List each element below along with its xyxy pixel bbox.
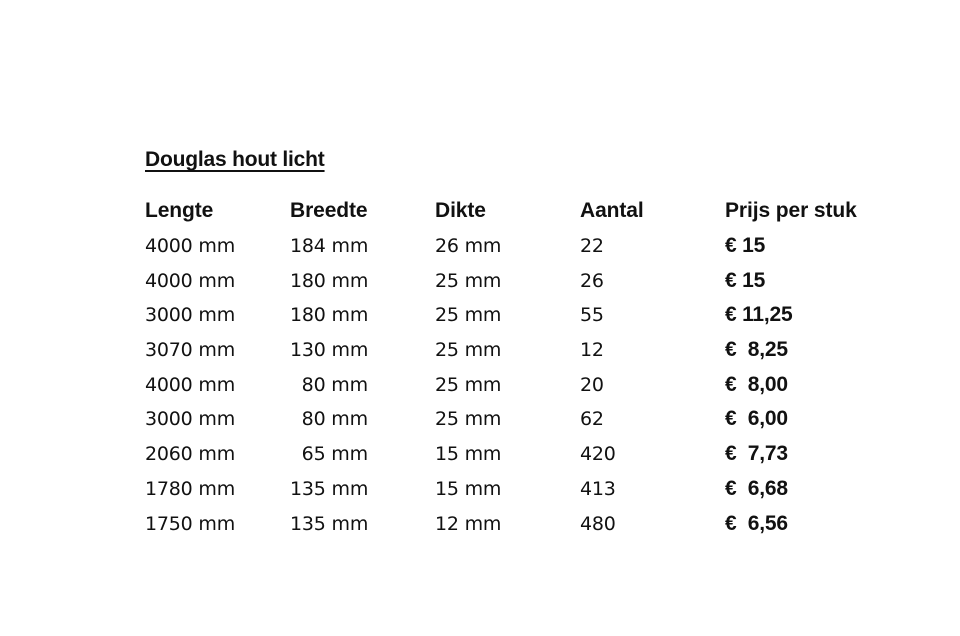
cell-prijs: € 7,73 [725, 442, 788, 466]
cell-prijs: € 6,56 [725, 511, 788, 535]
cell-dikte: 15 mm [435, 443, 502, 466]
cell-lengte: 1750 mm [145, 512, 236, 535]
cell-prijs: € 15 [725, 234, 766, 258]
cell-dikte: 25 mm [435, 373, 502, 396]
table-row [145, 367, 885, 402]
table-row [145, 472, 885, 507]
cell-breedte: 180 mm [290, 269, 369, 292]
table-row [145, 298, 885, 333]
cell-breedte: 65 mm [290, 443, 368, 466]
document-content [145, 146, 885, 541]
cell-prijs: € 6,00 [725, 407, 788, 431]
cell-aantal: 12 [580, 339, 604, 362]
cell-breedte: 135 mm [290, 512, 369, 535]
column-header-breedte: Breedte [290, 199, 368, 223]
column-header-prijs: Prijs per stuk [725, 199, 857, 223]
cell-aantal: 62 [580, 408, 604, 431]
cell-prijs: € 15 [725, 268, 766, 292]
cell-prijs: € 11,25 [725, 303, 793, 327]
cell-lengte: 4000 mm [145, 235, 236, 258]
cell-breedte: 184 mm [290, 235, 369, 258]
cell-lengte: 4000 mm [145, 373, 236, 396]
cell-breedte: 180 mm [290, 304, 369, 327]
column-header-dikte: Dikte [435, 199, 486, 223]
cell-dikte: 25 mm [435, 339, 502, 362]
price-table [145, 194, 885, 541]
cell-prijs: € 8,25 [725, 338, 788, 362]
table-row [145, 263, 885, 298]
cell-breedte: 80 mm [290, 408, 368, 431]
cell-aantal: 413 [580, 477, 616, 500]
cell-breedte: 80 mm [290, 373, 368, 396]
cell-dikte: 25 mm [435, 269, 502, 292]
column-header-aantal: Aantal [580, 199, 644, 223]
cell-dikte: 25 mm [435, 304, 502, 327]
table-row [145, 402, 885, 437]
cell-dikte: 12 mm [435, 512, 502, 535]
cell-prijs: € 8,00 [725, 372, 788, 396]
cell-lengte: 2060 mm [145, 443, 236, 466]
table-row [145, 333, 885, 368]
cell-lengte: 3000 mm [145, 408, 236, 431]
cell-lengte: 3070 mm [145, 339, 236, 362]
table-header-row [145, 194, 885, 229]
cell-prijs: € 6,68 [725, 476, 788, 500]
cell-aantal: 55 [580, 304, 604, 327]
cell-dikte: 26 mm [435, 235, 502, 258]
cell-aantal: 22 [580, 235, 604, 258]
table-row [145, 506, 885, 541]
cell-breedte: 130 mm [290, 339, 369, 362]
cell-lengte: 4000 mm [145, 269, 236, 292]
table-row [145, 229, 885, 264]
cell-dikte: 15 mm [435, 477, 502, 500]
column-header-lengte: Lengte [145, 199, 214, 223]
cell-dikte: 25 mm [435, 408, 502, 431]
cell-breedte: 135 mm [290, 477, 369, 500]
cell-lengte: 1780 mm [145, 477, 236, 500]
cell-aantal: 26 [580, 269, 604, 292]
cell-aantal: 420 [580, 443, 616, 466]
cell-aantal: 20 [580, 373, 604, 396]
document-title: Douglas hout licht [145, 148, 325, 171]
cell-lengte: 3000 mm [145, 304, 236, 327]
table-row [145, 437, 885, 472]
cell-aantal: 480 [580, 512, 616, 535]
